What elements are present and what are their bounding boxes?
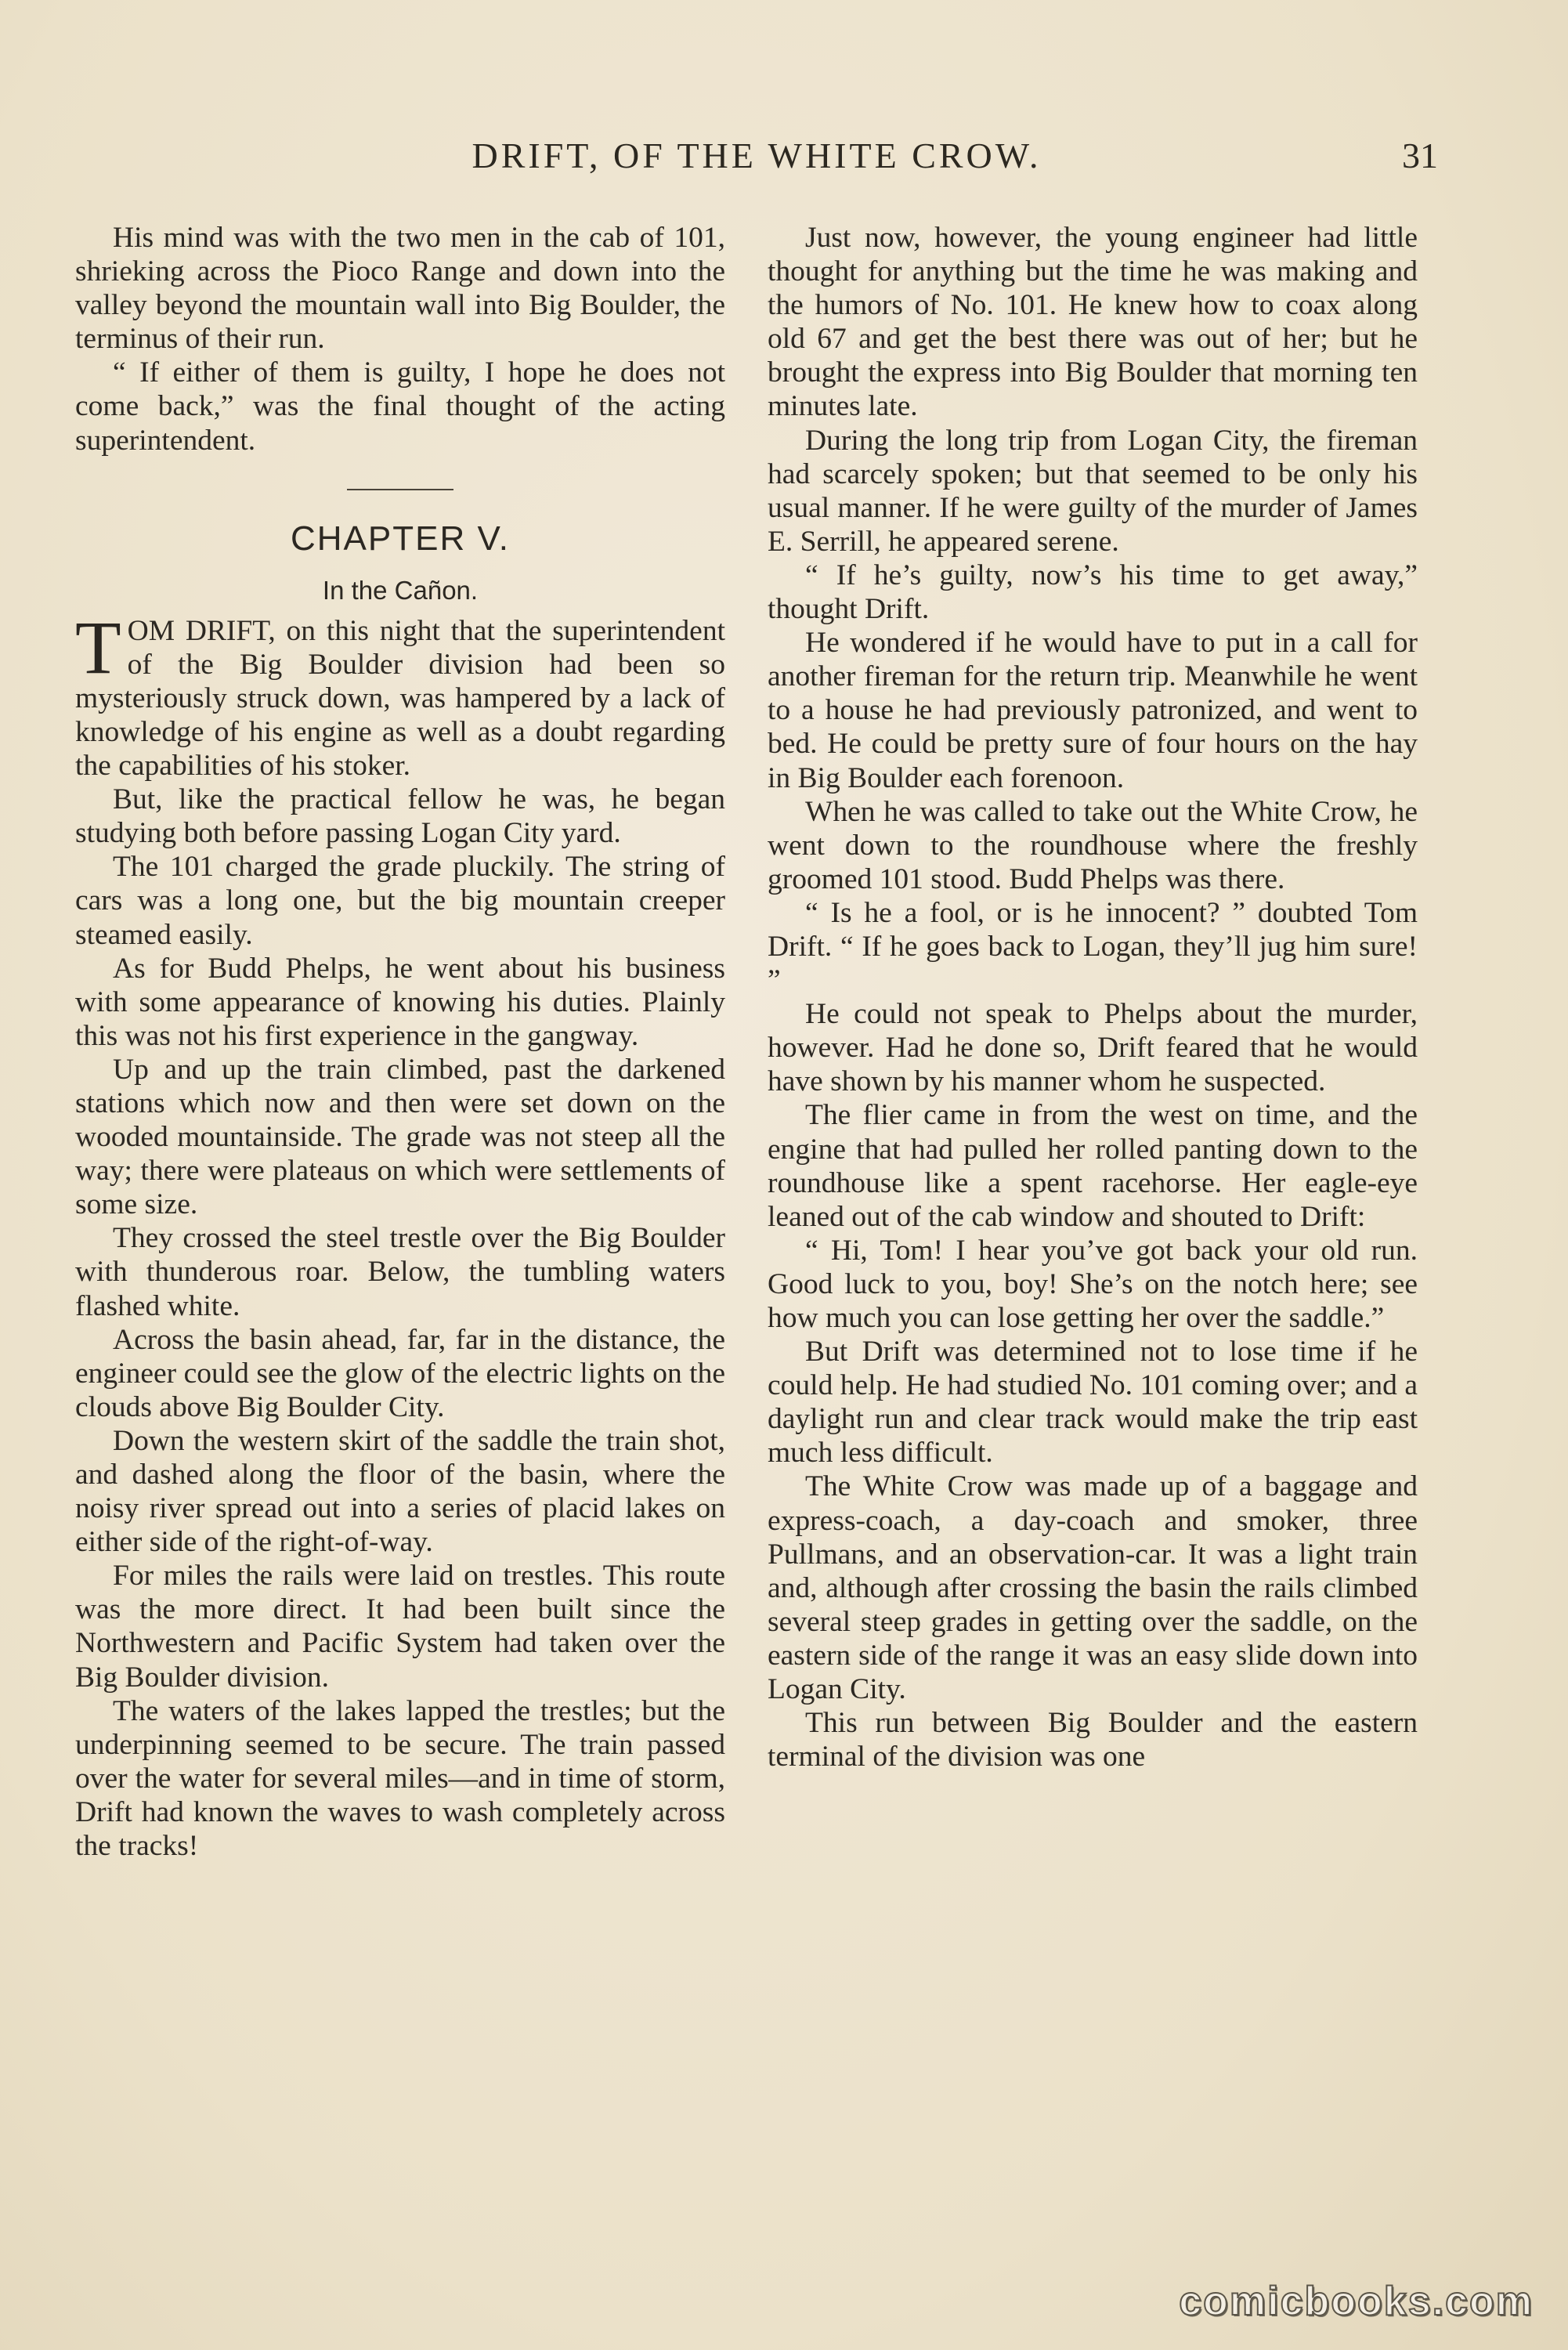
paragraph: Down the western skirt of the saddle the train shot, and dashed along the floor of the basin, where the noisy river spread out into a series of placid lakes on either side of the right-of-way. [75, 1424, 725, 1559]
paragraph: Just now, however, the young engineer had little thought for anything but the time he was making and the humors of No. 101. He knew how to coax along old 67 and get the best there was out of her; but he brought the express into Big Boulder that morning ten minutes late. [768, 222, 1418, 423]
paragraph: The 101 charged the grade pluckily. The string of cars was a long one, but the big mountain creeper steamed easily. [75, 851, 725, 951]
paragraph: His mind was with the two men in the cab of 101, shrieking across the Pioco Range and down into the valley beyond the mountain wall into Big Boulder, the terminus of their run. [75, 222, 725, 356]
section-divider [347, 489, 453, 490]
paragraph: For miles the rails were laid on trestles. This route was the more direct. It had been built since the Northwestern and Pacific System had taken over the Big Boulder division. [75, 1560, 725, 1694]
paragraph: “ Hi, Tom! I hear you’ve got back your old run. Good luck to you, boy! She’s on the notch here; see how much you can lose getting her over the saddle.” [768, 1234, 1418, 1334]
paragraph: “ If he’s guilty, now’s his time to get away,” thought Drift. [768, 559, 1418, 626]
paragraph: When he was called to take out the White Crow, he went down to the roundhouse where the freshly groomed 101 stood. Budd Phelps was there. [768, 795, 1418, 895]
paragraph: But, like the practical fellow he was, he began studying both before passing Logan City yard. [75, 783, 725, 850]
paragraph: They crossed the steel trestle over the Big Boulder with thunderous roar. Below, the tumbling waters flashed white. [75, 1222, 725, 1322]
drop-cap: T [75, 605, 121, 689]
chapter-opening-paragraph [75, 605, 725, 783]
paragraph-text: OM DRIFT, on this night that the superintendent of the Big Boulder division had been so mysteriously struck down, was hampered by a lack of knowledge of his engine as well as a doubt regarding the capabilities of his stoker. [75, 614, 725, 783]
right-column [768, 221, 1418, 1773]
chapter-subtitle: In the Cañon. [322, 575, 479, 605]
paragraph: Up and up the train climbed, past the darkened stations which now and then were set down on the wooded mountainside. The grade was not steep all the way; there were plateaus on which were settlements of some size. [75, 1053, 725, 1221]
paragraph: This run between Big Boulder and the eastern terminal of the division was one [768, 1707, 1418, 1773]
paragraph: “ Is he a fool, or is he innocent? ” doubted Tom Drift. “ If he goes back to Logan, they’ll jug him sure! ” [768, 896, 1418, 997]
running-head: DRIFT, OF THE WHITE CROW. [471, 136, 1042, 175]
paragraph: Across the basin ahead, far, far in the distance, the engineer could see the glow of the electric lights on the clouds above Big Boulder City. [75, 1323, 725, 1423]
paragraph: But Drift was determined not to lose time if he could help. He had studied No. 101 coming over; and a daylight run and clear track would make the trip east much less difficult. [768, 1336, 1418, 1470]
paragraph: The flier came in from the west on time, and the engine that had pulled her rolled panting down to the roundhouse like a spent racehorse. Her eagle-eye leaned out of the cab window and shouted to Drift: [768, 1099, 1418, 1233]
paragraph: As for Budd Phelps, he went about his business with some appearance of knowing his duties. Plainly this was not his first experience in the gangway. [75, 952, 725, 1052]
left-column [75, 221, 725, 1863]
page-number: 31 [1402, 136, 1438, 175]
watermark-logo: comicbooks.com [1179, 2279, 1534, 2324]
page-header [75, 135, 1438, 182]
paragraph: He wondered if he would have to put in a call for another fireman for the return trip. Meanwhile he went to a house he had previously patronized, and went to bed. He could be pretty sure of four hours on the hay in Big Boulder each forenoon. [768, 627, 1418, 794]
chapter-title: CHAPTER V. [290, 519, 510, 558]
paragraph: “ If either of them is guilty, I hope he does not come back,” was the final thought of the acting superintendent. [75, 356, 725, 457]
paragraph: He could not speak to Phelps about the murder, however. Had he done so, Drift feared that he would have shown by his manner whom he suspected. [768, 998, 1418, 1098]
paragraph: The White Crow was made up of a baggage and express-coach, a day-coach and smoker, three Pullmans, and an observation-car. It was a light train and, although after crossing the basin the rails climbed several steep grades in getting over the saddle, on the eastern side of the range it was an easy slide down into Logan City. [768, 1470, 1418, 1706]
paragraph: The waters of the lakes lapped the trestles; but the underpinning seemed to be secure. The train passed over the water for several miles—and in time of storm, Drift had known the waves to wash completely across the tracks! [75, 1694, 725, 1863]
paragraph: During the long trip from Logan City, the fireman had scarcely spoken; but that seemed to be only his usual manner. If he were guilty of the murder of James E. Serrill, he appeared serene. [768, 424, 1418, 558]
